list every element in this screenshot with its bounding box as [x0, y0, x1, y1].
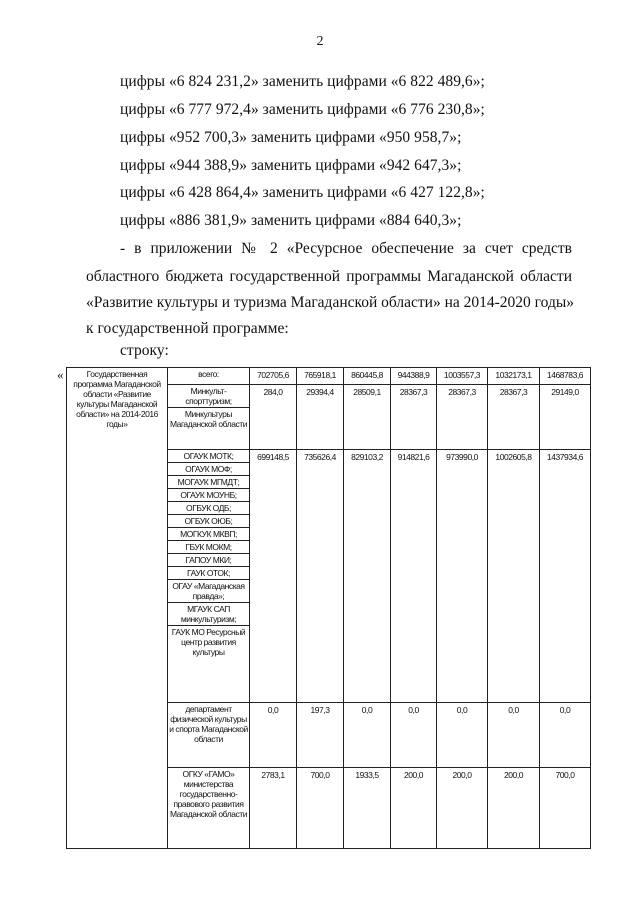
value-cell: 28509,1: [344, 385, 391, 450]
executor-item: департамент физической культуры и спорта Магаданской области: [169, 704, 248, 745]
value-cell: 702705,6: [250, 368, 297, 385]
value-cell: 1032173,1: [488, 368, 540, 385]
value-cell: 1933,5: [344, 768, 391, 849]
value-cell: 860445,8: [344, 368, 391, 385]
executor-item: ГАПОУ МКИ;: [168, 554, 249, 567]
value-cell: 944388,9: [391, 368, 437, 385]
executor-item: всего:: [198, 369, 219, 379]
executor-cell: [168, 368, 250, 385]
opening-quote-mark: «: [57, 367, 64, 382]
value-cell: 200,0: [391, 768, 437, 849]
value-cell: 735626,4: [297, 450, 344, 703]
value-cell: 1468783,6: [540, 368, 591, 385]
replacement-line: цифры «6 777 972,4» заменить цифрами «6 776 230,8»;: [120, 101, 485, 118]
executor-item: МОГАУК МГМДТ;: [168, 476, 249, 489]
value-cell: 28367,3: [391, 385, 437, 450]
executor-item: МГАУК САП минкультуризм;: [168, 603, 249, 626]
executor-item: ОГАУ «Магаданская правда»;: [168, 580, 249, 603]
value-cell: 700,0: [297, 768, 344, 849]
executor-item: МОГКУК МКВП;: [168, 528, 249, 541]
executor-cell: [168, 450, 250, 703]
executor-item: Минкульт-спорттуризм;: [168, 385, 249, 408]
value-cell: 973990,0: [437, 450, 488, 703]
value-cell: 29149,0: [540, 385, 591, 450]
executor-item: ОГАУК МОФ;: [168, 463, 249, 476]
value-cell: 284,0: [250, 385, 297, 450]
paragraph-line: - в приложении № 2 «Ресурсное обеспечение за счет средств: [120, 240, 572, 257]
value-cell: 28367,3: [437, 385, 488, 450]
executor-cell: [168, 768, 250, 849]
value-cell: 197,3: [297, 703, 344, 768]
value-cell: 0,0: [540, 703, 591, 768]
executor-cell: [168, 703, 250, 768]
value-cell: 29394,4: [297, 385, 344, 450]
table-row-total: [67, 368, 591, 385]
executor-item: ГБУК МОКМ;: [168, 541, 249, 554]
executor-item: ОГБУК ОЮБ;: [168, 515, 249, 528]
paragraph-line: к государственной программе:: [86, 320, 289, 337]
executor-item: ГАУК ОТОК;: [168, 567, 249, 580]
value-cell: 200,0: [488, 768, 540, 849]
program-name-cell: Государственная программа Магаданской области «Развитие культуры Магаданской области» на 2014-2016 годы»: [67, 368, 168, 849]
executor-cell: [168, 385, 250, 450]
resource-table: [66, 367, 591, 849]
value-cell: 765918,1: [297, 368, 344, 385]
value-cell: 0,0: [488, 703, 540, 768]
value-cell: 829103,2: [344, 450, 391, 703]
value-cell: 2783,1: [250, 768, 297, 849]
executor-item: ГАУК МО Ресурсный центр развития культуры: [171, 627, 246, 658]
replacement-line: цифры «886 381,9» заменить цифрами «884 640,3»;: [120, 212, 462, 229]
executor-item: ОГАУК МОУНБ;: [168, 489, 249, 502]
value-cell: 0,0: [344, 703, 391, 768]
value-cell: 0,0: [437, 703, 488, 768]
executor-item: ОГКУ «ГАМО» министерства государственно-правового развития Магаданской области: [169, 769, 248, 820]
value-cell: 1002605,8: [488, 450, 540, 703]
value-cell: 914821,6: [391, 450, 437, 703]
replacement-line: цифры «944 388,9» заменить цифрами «942 647,3»;: [120, 157, 462, 174]
value-cell: 699148,5: [250, 450, 297, 703]
value-cell: 200,0: [437, 768, 488, 849]
paragraph-line: «Развитие культуры и туризма Магаданской области» на 2014-2020 годы»: [86, 294, 575, 311]
executor-item: ОГБУК ОДБ;: [168, 502, 249, 515]
value-cell: 0,0: [250, 703, 297, 768]
row-label: строку:: [120, 342, 169, 359]
replacement-line: цифры «6 824 231,2» заменить цифрами «6 822 489,6»;: [120, 73, 485, 90]
value-cell: 1003557,3: [437, 368, 488, 385]
value-cell: 0,0: [391, 703, 437, 768]
replacement-line: цифры «952 700,3» заменить цифрами «950 958,7»;: [120, 129, 462, 146]
value-cell: 1437934,6: [540, 450, 591, 703]
replacement-line: цифры «6 428 864,4» заменить цифрами «6 427 122,8»;: [120, 184, 485, 201]
value-cell: 700,0: [540, 768, 591, 849]
page-number: 2: [316, 34, 324, 49]
executor-item: Минкультуры Магаданской области: [169, 409, 248, 430]
value-cell: 28367,3: [488, 385, 540, 450]
executor-item: ОГАУК МОТК;: [168, 450, 249, 463]
paragraph-line: областного бюджета государственной программы Магаданской области: [86, 268, 572, 285]
